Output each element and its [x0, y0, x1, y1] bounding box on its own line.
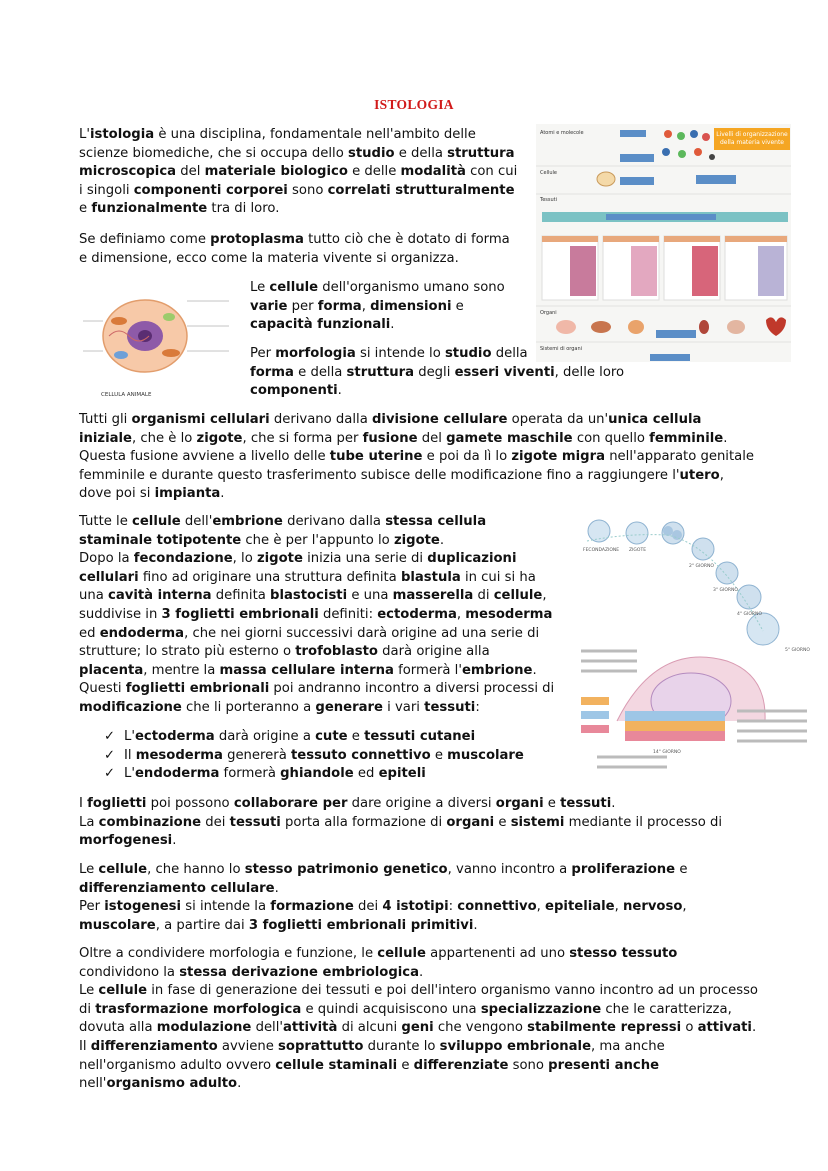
paragraph-foglietti: I foglietti poi possono collaborare per dare origine a diversi organi e tessuti. La combinazione dei tessuti porta alla formazione di organi e sistemi mediante il processo di morfogenesi. — [79, 796, 723, 849]
level-row-label: Tessuti — [540, 197, 558, 203]
paragraph-istologia: L'istologia è una disciplina, fondamentale nell'ambito delle scienze biomediche, che si occupa dello studio e della struttura microscopica del materiale biologico e delle modalità con cui i singoli componenti corporei sono correlati strutturalmente e funzionalmente tra di loro. — [79, 127, 518, 217]
paragraph-morfologia: Per morfologia si intende lo studio della forma e della struttura degli esseri viventi, delle loro componenti. — [250, 346, 625, 399]
level-row-label: Organi — [540, 310, 557, 316]
paragraph-cellule: Le cellule dell'organismo umano sono varie per forma, dimensioni e capacità funzionali. — [250, 280, 505, 333]
paragraph-embrione: Tutte le cellule dell'embrione derivano dalla stessa cellula staminale totipotente che è per l'appunto lo zigote. Dopo la fecondazione, lo zigote inizia una serie di duplicazioni cellulari fino ad originare una struttura definita blastula in cui si ha una cavità interna definita blastocisti e una masserella di cellule, suddivise in 3 foglietti embrionali definiti: ectoderma, mesoderma ed endoderma, che nei giorni successivi darà origine ad una serie di strutture; lo strato più esterno o trofoblasto darà origine alla placenta, mentre la massa cellulare interna formerà l'embrione. Questi foglietti embrionali poi andranno incontro a diversi processi di modificazione che li porteranno a generare i vari tessuti: — [79, 514, 555, 715]
embryo-day-label: 14° GIORNO — [653, 750, 681, 755]
paragraph-istogenesi: Le cellule, che hanno lo stesso patrimonio genetico, vanno incontro a proliferazione e differenziamento cellulare. Per istogenesi si intende la formazione dei 4 istotipi: connettivo, epiteliale, nervoso, muscolare, a partire dai 3 foglietti embrionali primitivi. — [79, 862, 688, 933]
check-icon: ✓ — [104, 729, 116, 744]
level-row-label: Atomi e molecole — [540, 130, 584, 136]
list-item: ✓ L'endoderma formerà ghiandole ed epiteli — [104, 765, 564, 784]
page-title: ISTOLOGIA — [374, 97, 454, 112]
embryo-day-label: 2° GIORNO — [689, 564, 714, 569]
cell-caption: CELLULA ANIMALE — [101, 392, 152, 398]
embryo-day-label: 4° GIORNO — [737, 612, 762, 617]
list-item: ✓ L'ectoderma darà origine a cute e tessuti cutanei — [104, 728, 564, 747]
levels-title-line1: Livelli di organizzazione — [716, 131, 788, 138]
embryo-day-label: 5° GIORNO — [785, 648, 810, 653]
check-icon: ✓ — [104, 747, 116, 763]
paragraph-differenziamento: Oltre a condividere morfologia e funzione, le cellule appartenenti ad uno stesso tessuto condividono la stessa derivazione embriologica. Le cellule in fase di generazione dei tessuti e poi dell'intero organismo vanno incontro ad un processo di trasformazione morfologica e quindi acquisiscono una specializzazione che le caratterizza, dovuta alla modulazione dell'attività di alcuni geni che vengono stabilmente repressi o attivati. Il differenziamento avviene soprattutto durante lo sviluppo embrionale, ma anche nell'organismo adulto ovvero cellule staminali e differenziate sono presenti anche nell'organismo adulto. — [79, 946, 759, 1092]
paragraph-protoplasma: Se definiamo come protoplasma tutto ciò che è dotato di forma e dimensione, ecco come la materia vivente si organizza. — [79, 232, 510, 266]
embryo-day-label: ZIGOTE — [629, 548, 647, 553]
tissue-list — [104, 728, 564, 784]
embryo-day-label: 3° GIORNO — [713, 588, 738, 593]
check-icon: ✓ — [104, 766, 116, 782]
animal-cell-figure — [79, 281, 247, 401]
list-item: ✓ Il mesoderma genererà tessuto connettivo e muscolare — [104, 747, 564, 766]
levels-of-organization-figure — [536, 124, 791, 362]
level-row-label: Sistemi di organi — [540, 346, 583, 352]
level-row-label: Cellule — [540, 170, 557, 176]
embryo-development-figure — [577, 511, 817, 783]
embryo-day-label: FECONDAZIONE — [583, 548, 620, 553]
paragraph-zigote: Tutti gli organismi cellulari derivano dalla divisione cellulare operata da un'unica cellula iniziale, che è lo zigote, che si forma per fusione del gamete maschile con quello femminile. Questa fusione avviene a livello delle tube uterine e poi da lì lo zigote migra nell'apparato genitale femminile e durante questo trasferimento subisce delle modificazione fino a raggiungere l'utero, dove poi si impianta. — [79, 412, 754, 502]
levels-title-line2: della materia vivente — [719, 139, 785, 146]
